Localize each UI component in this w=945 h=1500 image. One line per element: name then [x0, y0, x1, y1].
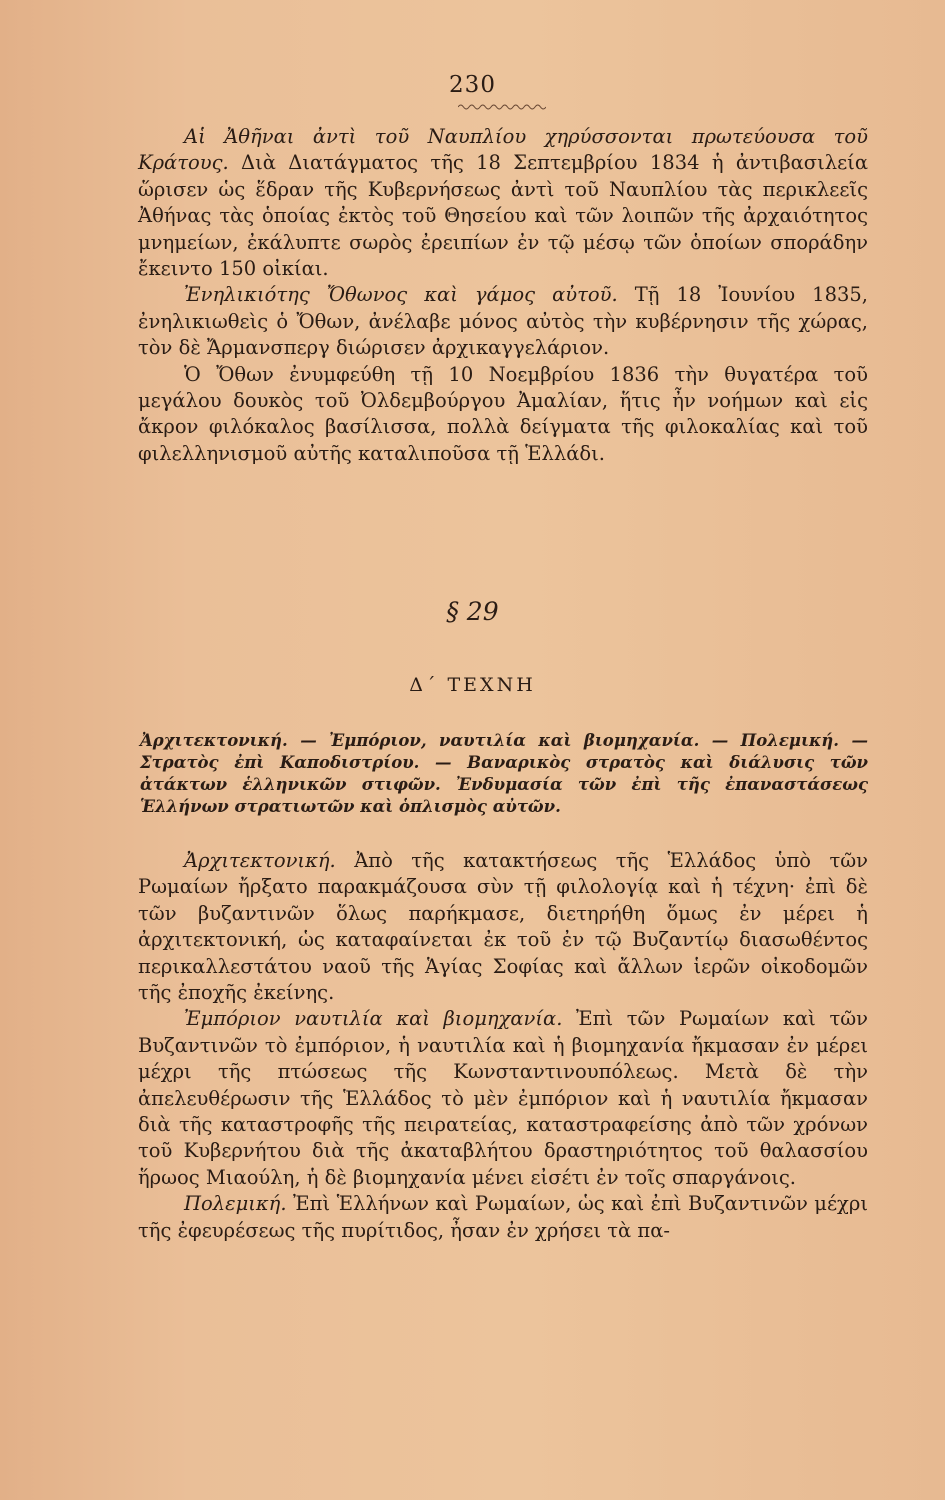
- wavy-ornament: [458, 103, 546, 111]
- paragraph-athens: [138, 124, 868, 282]
- paragraph-body: Τῇ 18 Ἰουνίου 1835, ἐνηλικιωθεὶς ὁ Ὄθων, ἀνέλαβε μόνος αὐτὸς τὴν κυβέρνησιν τῆς χώρας, τὸν δὲ Ἄρμανσπεργ διώρισεν ἀρχικαγγελάριον.: [138, 283, 868, 360]
- paragraph-commerce: [138, 1006, 868, 1191]
- paragraph-body: Ἐπὶ Ἑλλήνων καὶ Ρωμαίων, ὡς καὶ ἐπὶ Βυζαντινῶν μέχρι τῆς ἐφευρέσεως τῆς πυρίτιδος, ἦσαν ἐν χρήσει τὰ πα-: [138, 1192, 868, 1242]
- paragraph-lead: Ἐνηλικιότης Ὄθωνος καὶ γάμος αὐτοῦ.: [184, 283, 618, 307]
- paragraph-lead: Αἱ Ἀθῆναι ἀντὶ τοῦ Ναυπλίου χηρύσσονται πρωτεύουσα τοῦ Κράτους.: [138, 125, 868, 175]
- paragraph-body: Ἐπὶ τῶν Ρωμαίων καὶ τῶν Βυζαντινῶν τὸ ἐμπόριον, ἡ ναυτιλία καὶ ἡ βιομηχανία ἤκμασαν ἐν μέρει μέχρι τῆς πτώσεως τῆς Κωνσταντινουπόλεως. Μετὰ δὲ τὴν ἀπελευθέρωσιν τῆς Ἑλλάδος τὸ μὲν ἐμπόριον καὶ ἡ ναυτιλία ἤκμασαν διὰ τῆς καταστροφῆς τῆς πειρατείας, καταστραφείσης ἀπὸ τῶν χρόνων τοῦ Κυβερνήτου διὰ τῆς ἀκαταβλήτου δραστηριότητος τοῦ θαλασσίου ἥρωος Μιαούλη, ἡ δὲ βιομηχανία μένει εἰσέτι ἐν τοῖς σπαργάνοις.: [138, 1007, 868, 1189]
- paragraph-military: [138, 1191, 868, 1244]
- paragraph-lead: Ἀρχιτεκτονική.: [184, 849, 336, 872]
- paragraph-coming-of-age: [138, 282, 868, 361]
- paragraph-lead: Πολεμική.: [184, 1192, 287, 1216]
- paragraph-lead: Ἐμπόριον ναυτιλία καὶ βιομηχανία.: [184, 1007, 563, 1031]
- page-number: 230: [449, 72, 496, 98]
- text-block-bottom: [138, 848, 868, 1244]
- summary-text: Ἀρχιτεκτονική. — Ἐμπόριον, ναυτιλία καὶ βιομηχανία. — Πολεμική. — Στρατὸς ἐπὶ Καποδιστρίου. — Βαναρικὸς στρατὸς καὶ διάλυσις τῶν ἀτάκτων ἑλληνικῶν στιφῶν. Ἐνδυμασία τῶν ἐπὶ τῆς ἐπαναστάσεως Ἑλλήνων στρατιωτῶν καὶ ὁπλισμὸς αὐτῶν.: [140, 731, 868, 816]
- paragraph-body: Ὁ Ὄθων ἐνυμφεύθη τῇ 10 Νοεμβρίου 1836 τὴν θυγατέρα τοῦ μεγάλου δουκὸς τοῦ Ὀλδεμβούργου Ἀμαλίαν, ἥτις ἦν νοήμων καὶ εἰς ἄκρον φιλόκαλος βασίλισσα, πολλὰ δείγματα τῆς φιλοκαλίας καὶ τοῦ φιλελληνισμοῦ αὐτῆς καταλιποῦσα τῇ Ἑλλάδι.: [138, 362, 868, 465]
- paragraph-marriage: [138, 362, 868, 468]
- text-block-top: [138, 124, 868, 467]
- paragraph-architecture: [138, 848, 868, 1006]
- section-number: § 29: [446, 597, 499, 626]
- chapter-title: Δ΄ ΤΕΧΝΗ: [409, 674, 536, 696]
- paragraph-body: Ἀπὸ τῆς κατακτήσεως τῆς Ἑλλάδος ὑπὸ τῶν Ρωμαίων ἤρξατο παρακμάζουσα σὺν τῇ φιλολογίᾳ καὶ ἡ τέχνη· ἐπὶ δὲ τῶν βυζαντινῶν ὅλως παρήκμασε, διετηρήθη ὅμως ἐν μέρει ἡ ἀρχιτεκτονική, ὡς καταφαίνεται ἐκ τοῦ ἐν τῷ Βυζαντίῳ διασωθέντος περικαλλεστάτου ναοῦ τῆς Ἁγίας Σοφίας καὶ ἄλλων ἱερῶν οἰκοδομῶν τῆς ἐποχῆς ἐκείνης.: [138, 849, 869, 1005]
- paragraph-body: Διὰ Διατάγματος τῆς 18 Σεπτεμβρίου 1834 ἡ ἀντιβασιλεία ὥρισεν ὡς ἕδραν τῆς Κυβερνήσεως ἀντὶ τοῦ Ναυπλίου τὰς περικλεεῖς Ἀθήνας τὰς ὁποίας ἐκτὸς τοῦ Θησείου καὶ τῶν λοιπῶν τῆς ἀρχαιότητος μνημείων, ἐκάλυπτε σωρὸς ἐρειπίων ἐν τῷ μέσῳ τῶν ὁποίων σποράδην ἔκειντο 150 οἰκίαι.: [138, 151, 868, 281]
- section-summary: [140, 730, 868, 818]
